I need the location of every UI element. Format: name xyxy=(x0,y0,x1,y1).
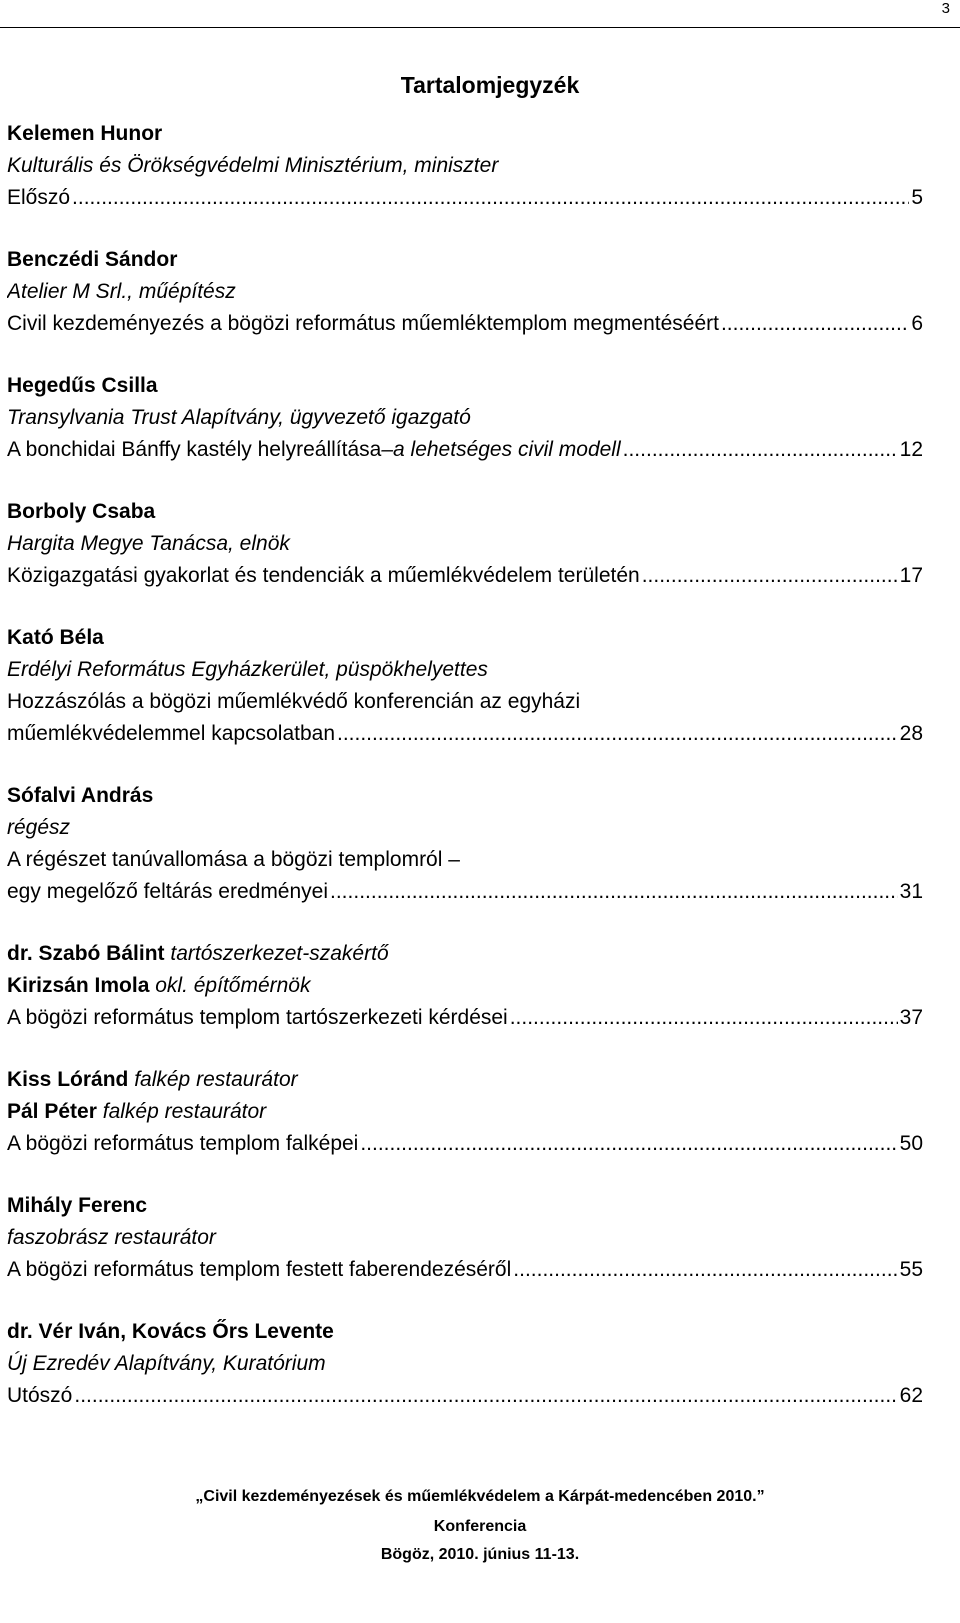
footer-conference-title: „Civil kezdeményezések és műemlékvédelem a Kárpát-medencében 2010.” xyxy=(195,1488,765,1505)
entry-affiliation: Erdélyi Református Egyházkerület, püspökhelyettes xyxy=(7,658,488,681)
entry-affiliation: Kulturális és Örökségvédelmi Minisztérium, miniszter xyxy=(7,154,499,177)
entry-author: Mihály Ferenc xyxy=(7,1194,148,1217)
entry-page: 55 xyxy=(899,1258,923,1281)
entry-title: A bögözi református templom falképei xyxy=(7,1132,359,1155)
dot-leader xyxy=(337,718,898,750)
toc-entry xyxy=(7,1316,923,1412)
entry-title: A bögözi református templom tartószerkezeti kérdései xyxy=(7,1006,508,1029)
entry-title: Civil kezdeményezés a bögözi református műemléktemplom megmentéséért xyxy=(7,312,719,335)
entry-page: 5 xyxy=(911,186,923,209)
entry-title-line[interactable] xyxy=(7,1380,923,1412)
entry-title-line[interactable] xyxy=(7,182,923,214)
entry-affiliation: faszobrász restaurátor xyxy=(7,1226,216,1249)
entry-author: Kirizsán Imola xyxy=(7,974,150,997)
entry-title-line[interactable] xyxy=(7,560,923,592)
entry-title-line2: műemlékvédelemmel kapcsolatban xyxy=(7,722,335,745)
page-number: 3 xyxy=(941,0,950,17)
footer-conference-label: Konferencia xyxy=(433,1518,527,1535)
entry-page: 28 xyxy=(899,722,923,745)
entry-author: Kelemen Hunor xyxy=(7,122,163,145)
entry-page: 62 xyxy=(899,1384,923,1407)
entry-affiliation: Atelier M Srl., műépítész xyxy=(7,280,236,303)
dot-leader xyxy=(72,182,909,214)
entry-role: okl. építőmérnök xyxy=(155,974,311,997)
entry-author: dr. Szabó Bálint xyxy=(7,942,165,965)
entry-author: Hegedűs Csilla xyxy=(7,374,158,397)
entry-title xyxy=(7,434,621,466)
toc-entry xyxy=(7,370,923,466)
entry-page: 31 xyxy=(899,880,923,903)
entry-title-line2: egy megelőző feltárás eredményei xyxy=(7,880,329,903)
entry-author: Kató Béla xyxy=(7,626,104,649)
entry-title-line1[interactable]: Hozzászólás a bögözi műemlékvédő konferencián az egyházi xyxy=(7,690,581,713)
entry-author: Sófalvi András xyxy=(7,784,154,807)
entry-title-part1: A bonchidai Bánffy kastély helyreállítása xyxy=(7,438,382,461)
entry-page: 6 xyxy=(911,312,923,335)
entry-title-line[interactable] xyxy=(7,1002,923,1034)
entry-title-line[interactable] xyxy=(7,1254,923,1286)
toc-entry xyxy=(7,244,923,340)
toc-entry xyxy=(7,780,923,908)
dot-leader xyxy=(74,1380,897,1412)
entry-title-line1[interactable]: A régészet tanúvallomása a bögözi templomról – xyxy=(7,848,460,871)
entry-page: 37 xyxy=(899,1006,923,1029)
entry-title: A bögözi református templom festett faberendezéséről xyxy=(7,1258,512,1281)
entry-author: dr. Vér Iván, Kovács Őrs Levente xyxy=(7,1320,334,1343)
dot-leader xyxy=(513,1254,897,1286)
entry-affiliation: Hargita Megye Tanácsa, elnök xyxy=(7,532,290,555)
toc-entry xyxy=(7,622,923,750)
dot-leader xyxy=(721,308,909,340)
entry-affiliation: Új Ezredév Alapítvány, Kuratórium xyxy=(7,1352,326,1375)
header-rule xyxy=(0,27,960,28)
entry-author-line xyxy=(7,1096,923,1128)
entry-affiliation: Transylvania Trust Alapítvány, ügyvezető igazgató xyxy=(7,406,471,429)
dot-leader xyxy=(360,1128,897,1160)
entry-page: 12 xyxy=(899,438,923,461)
page-title: Tartalomjegyzék xyxy=(400,72,580,98)
entry-role: falkép restaurátor xyxy=(134,1068,298,1091)
entry-title: Utószó xyxy=(7,1384,73,1407)
entry-title-line[interactable] xyxy=(7,718,923,750)
table-of-contents xyxy=(7,118,923,1442)
toc-entry xyxy=(7,938,923,1034)
dot-leader xyxy=(510,1002,898,1034)
entry-title-line[interactable] xyxy=(7,308,923,340)
entry-author: Kiss Lóránd xyxy=(7,1068,129,1091)
entry-title-line[interactable] xyxy=(7,1128,923,1160)
entry-author: Borboly Csaba xyxy=(7,500,156,523)
entry-author-line xyxy=(7,970,923,1002)
footer-place-date: Bögöz, 2010. június 11-13. xyxy=(380,1546,580,1563)
entry-title: Előszó xyxy=(7,186,71,209)
toc-entry xyxy=(7,1064,923,1160)
dot-leader xyxy=(642,560,898,592)
toc-entry xyxy=(7,496,923,592)
entry-title: Közigazgatási gyakorlat és tendenciák a műemlékvédelem területén xyxy=(7,564,640,587)
entry-author: Pál Péter xyxy=(7,1100,97,1123)
dot-leader xyxy=(623,434,898,466)
entry-role: falkép restaurátor xyxy=(102,1100,267,1123)
toc-entry xyxy=(7,1190,923,1286)
entry-affiliation: régész xyxy=(7,816,71,839)
entry-page: 17 xyxy=(899,564,923,587)
entry-role: tartószerkezet-szakértő xyxy=(170,942,389,965)
dot-leader xyxy=(330,876,898,908)
entry-author-line xyxy=(7,938,923,970)
entry-title-line[interactable] xyxy=(7,876,923,908)
entry-author-line xyxy=(7,1064,923,1096)
entry-title-line[interactable] xyxy=(7,434,923,466)
toc-entry xyxy=(7,118,923,214)
entry-title-part2: –a lehetséges civil modell xyxy=(381,438,621,461)
entry-page: 50 xyxy=(899,1132,923,1155)
entry-author: Benczédi Sándor xyxy=(7,248,178,271)
